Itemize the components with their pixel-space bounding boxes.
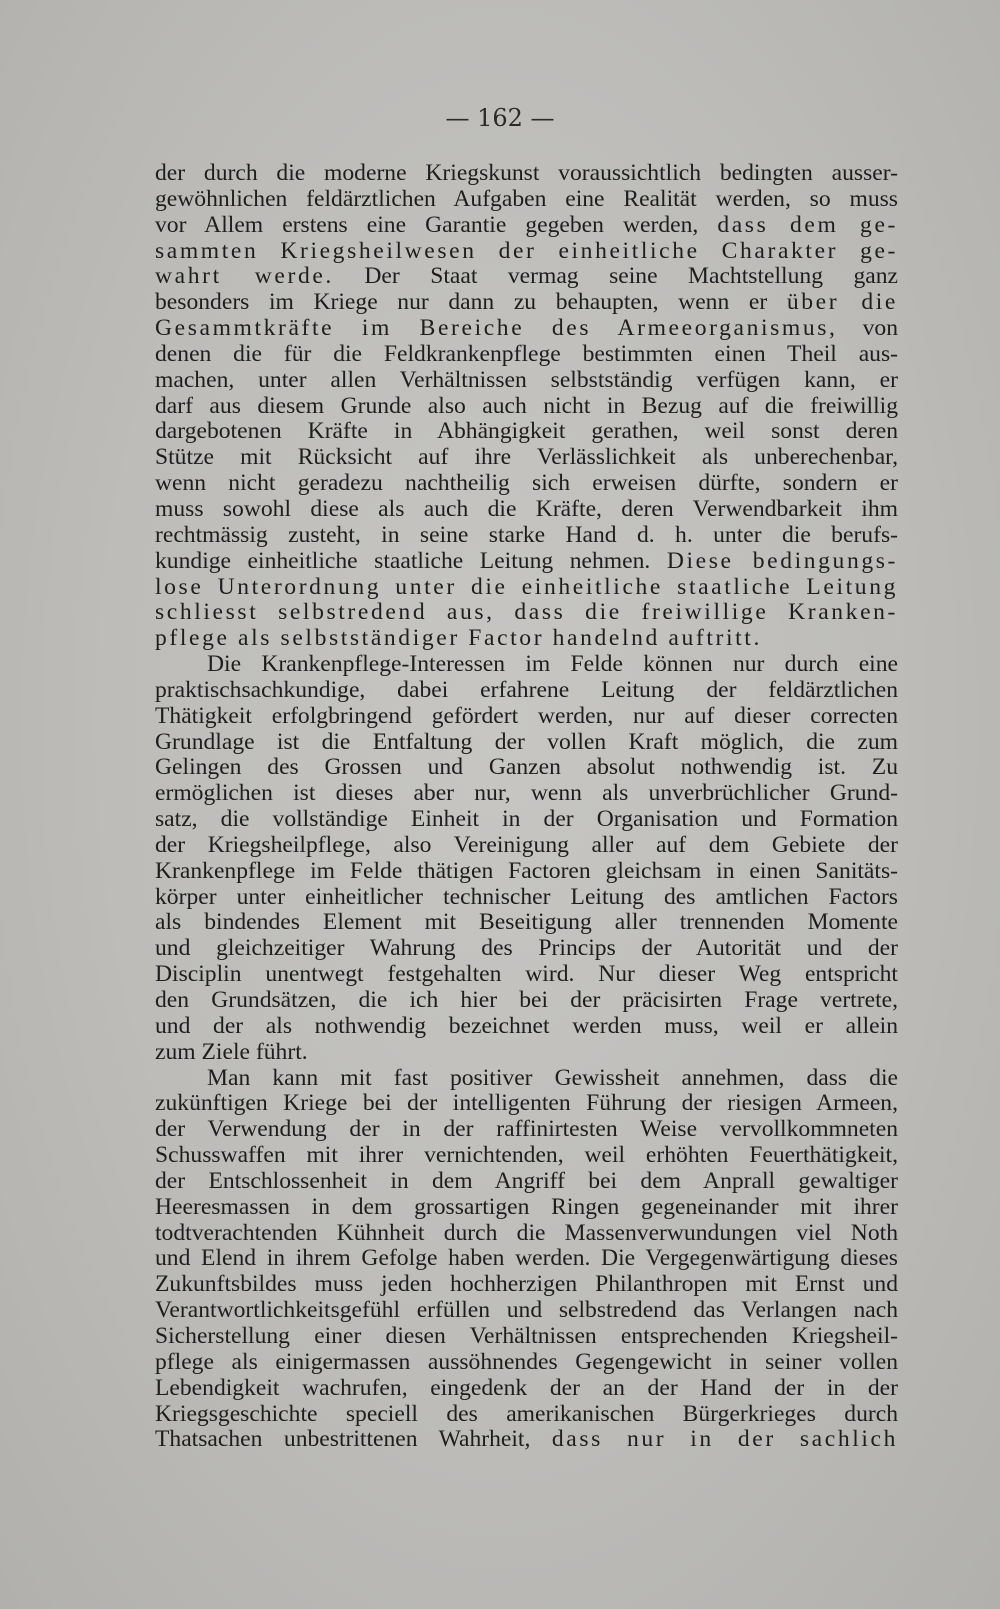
- text-line: [155, 1091, 898, 1117]
- text-line: [155, 781, 898, 807]
- text-line: [155, 316, 898, 342]
- text-line: [155, 1324, 898, 1350]
- text-line: [155, 523, 898, 549]
- page-number: — 162 —: [445, 104, 555, 132]
- text-segment: satz, die vollständige Einheit in der Organisation und Formation: [155, 806, 898, 833]
- text-line: [155, 833, 898, 859]
- text-segment: Verantwortlichkeitsgefühl erfüllen und selbstredend das Verlangen nach: [155, 1297, 898, 1324]
- text-line: [155, 626, 898, 652]
- text-line: [155, 549, 898, 575]
- text-line: [155, 885, 898, 911]
- text-line: [155, 1298, 898, 1324]
- text-segment: rechtmässig zusteht, in seine starke Hand d. h. unter die berufs-: [155, 521, 898, 548]
- text-line: [155, 213, 898, 239]
- text-line: [155, 1376, 898, 1402]
- text-line: [155, 1427, 898, 1453]
- text-line: [155, 1402, 898, 1428]
- text-line: [155, 755, 898, 781]
- spaced-emphasis-text: lose Unterordnung unter die einheitliche staatliche Leitung: [155, 573, 898, 600]
- text-line: [155, 419, 898, 445]
- text-segment: ermöglichen ist dieses aber nur, wenn als unverbrüchlicher Grund-: [155, 780, 898, 807]
- text-line: [155, 910, 898, 936]
- text-segment: darf aus diesem Grunde also auch nicht in Bezug auf die freiwillig: [155, 392, 898, 419]
- spaced-emphasis-text: sammten Kriegsheilwesen der einheitliche Charakter ge-: [155, 237, 898, 264]
- text-line: [155, 1195, 898, 1221]
- text-line: [155, 1143, 898, 1169]
- text-segment: praktischsachkundige, dabei erfahrene Leitung der feldärztlichen: [155, 676, 898, 703]
- text-line: [155, 161, 898, 187]
- text-line: [155, 1040, 898, 1066]
- text-segment: vor Allem erstens eine Garantie gegeben werden,: [155, 211, 718, 238]
- text-segment: wenn nicht geradezu nachtheilig sich erweisen dürfte, sondern er: [155, 470, 898, 497]
- text-line: [155, 1066, 898, 1092]
- text-line: [155, 471, 898, 497]
- text-segment: gewöhnlichen feldärztlichen Aufgaben eine Realität werden, so muss: [155, 185, 898, 212]
- text-segment: besonders im Kriege nur dann zu behaupten, wenn er: [155, 289, 787, 316]
- text-segment: Sicherstellung einer diesen Verhältnissen entsprechenden Kriegsheil-: [155, 1322, 898, 1349]
- text-line: [155, 497, 898, 523]
- text-segment: und der als nothwendig bezeichnet werden muss, weil er allein: [155, 1012, 898, 1039]
- text-segment: Zukunftsbildes muss jeden hochherzigen Philanthropen mit Ernst und: [155, 1271, 898, 1298]
- text-line: [155, 394, 898, 420]
- text-segment: Disciplin unentwegt festgehalten wird. Nur dieser Weg entspricht: [155, 961, 898, 988]
- text-segment: Man kann mit fast positiver Gewissheit annehmen, dass die: [207, 1064, 898, 1091]
- text-line: [155, 859, 898, 885]
- text-line: [155, 187, 898, 213]
- text-segment: Krankenpflege im Felde thätigen Factoren gleichsam in einen Sanitäts-: [155, 857, 898, 884]
- body-text: [155, 161, 898, 1453]
- text-line: [155, 1014, 898, 1040]
- text-line: [155, 368, 898, 394]
- text-segment: pflege als einigermassen aussöhnendes Gegengewicht in seiner vollen: [155, 1348, 898, 1375]
- spaced-emphasis-text: schliesst selbstredend aus, dass die freiwillige Kranken-: [155, 599, 898, 626]
- text-segment: Kriegsgeschichte speciell des amerikanischen Bürgerkrieges durch: [155, 1400, 898, 1427]
- text-line: [155, 1246, 898, 1272]
- text-line: [155, 807, 898, 833]
- text-segment: Lebendigkeit wachrufen, eingedenk der an der Hand der in der: [155, 1374, 898, 1401]
- text-line: [155, 575, 898, 601]
- text-segment: Die Krankenpflege-Interessen im Felde können nur durch eine: [207, 651, 898, 678]
- text-line: [155, 1169, 898, 1195]
- text-line: [155, 652, 898, 678]
- text-line: [155, 1221, 898, 1247]
- text-segment: der Entschlossenheit in dem Angriff bei dem Anprall gewaltiger: [155, 1167, 898, 1194]
- text-segment: der Verwendung der in der raffinirtesten Weise vervollkommneten: [155, 1116, 898, 1143]
- text-line: [155, 445, 898, 471]
- text-segment: denen die für die Feldkrankenpflege bestimmten einen Theil aus-: [155, 340, 898, 367]
- text-segment: und Elend in ihrem Gefolge haben werden. Die Vergegenwärtigung dieses: [155, 1245, 898, 1272]
- text-segment: der Kriegsheilpflege, also Vereinigung aller auf dem Gebiete der: [155, 831, 898, 858]
- spaced-emphasis-text: wahrt werde.: [155, 263, 334, 290]
- text-segment: der durch die moderne Kriegskunst voraussichtlich bedingten ausser-: [155, 160, 898, 186]
- text-segment: zum Ziele führt.: [155, 1038, 308, 1065]
- text-segment: Schusswaffen mit ihrer vernichtenden, weil erhöhten Feuerthätigkeit,: [155, 1142, 898, 1169]
- text-line: [155, 600, 898, 626]
- text-segment: kundige einheitliche staatliche Leitung nehmen.: [155, 547, 667, 574]
- text-segment: Gelingen des Grossen und Ganzen absolut nothwendig ist. Zu: [155, 754, 898, 781]
- text-segment: Heeresmassen in dem grossartigen Ringen gegeneinander mit ihrer: [155, 1193, 898, 1220]
- text-segment: Stütze mit Rücksicht auf ihre Verlässlichkeit als unberechenbar,: [155, 444, 898, 471]
- text-line: [155, 290, 898, 316]
- text-line: [155, 239, 898, 265]
- spaced-emphasis-text: Gesammtkräfte im Bereiche des Armeeorganismus,: [155, 315, 838, 342]
- text-segment: als bindendes Element mit Beseitigung aller trennenden Momente: [155, 909, 898, 936]
- text-segment: von: [837, 315, 898, 342]
- text-line: [155, 962, 898, 988]
- text-segment: dargebotenen Kräfte in Abhängigkeit gerathen, weil sonst deren: [155, 418, 898, 445]
- text-line: [155, 936, 898, 962]
- text-segment: Thätigkeit erfolgbringend gefördert werden, nur auf dieser correcten: [155, 702, 898, 729]
- text-segment: machen, unter allen Verhältnissen selbstständig verfügen kann, er: [155, 366, 898, 393]
- spaced-emphasis-text: Diese bedingungs-: [666, 547, 898, 574]
- spaced-emphasis-text: dass nur in der sachlich: [551, 1426, 899, 1453]
- text-segment: den Grundsätzen, die ich hier bei der präcisirten Frage vertrete,: [155, 987, 898, 1013]
- text-line: [155, 704, 898, 730]
- text-segment: muss sowohl diese als auch die Kräfte, deren Verwendbarkeit ihm: [155, 495, 898, 522]
- text-line: [155, 342, 898, 368]
- text-segment: Grundlage ist die Entfaltung der vollen Kraft möglich, die zum: [155, 728, 898, 755]
- text-line: [155, 1117, 898, 1143]
- text-line: [155, 730, 898, 756]
- text-segment: Der Staat vermag seine Machtstellung ganz: [333, 263, 898, 290]
- text-line: [155, 264, 898, 290]
- text-line: [155, 1272, 898, 1298]
- text-line: [155, 678, 898, 704]
- text-line: [155, 1350, 898, 1376]
- spaced-emphasis-text: über die: [786, 289, 899, 316]
- text-segment: und gleichzeitiger Wahrung des Princips der Autorität und der: [155, 935, 898, 962]
- spaced-emphasis-text: pflege als selbstständiger Factor handelnd auftritt.: [155, 625, 762, 652]
- text-segment: zukünftigen Kriege bei der intelligenten Führung der riesigen Armeen,: [155, 1090, 898, 1117]
- text-segment: todtverachtenden Kühnheit durch die Massenverwundungen viel Noth: [155, 1219, 898, 1246]
- spaced-emphasis-text: dass dem ge-: [717, 211, 898, 238]
- text-line: [155, 988, 898, 1014]
- text-segment: körper unter einheitlicher technischer Leitung des amtlichen Factors: [155, 883, 898, 910]
- text-segment: Thatsachen unbestrittenen Wahrheit,: [155, 1426, 552, 1453]
